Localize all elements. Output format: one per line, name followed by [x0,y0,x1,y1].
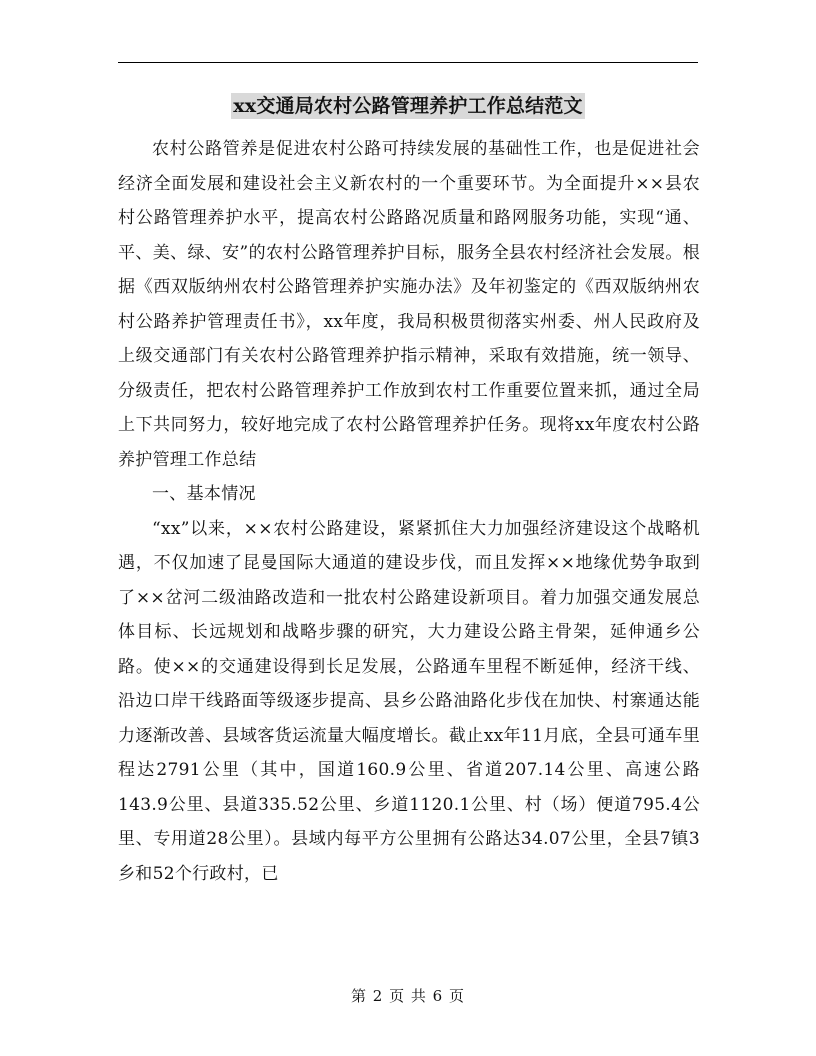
header-rule [118,62,698,63]
document-body [118,132,700,891]
basic-situation-paragraph: “xx”以来，××农村公路建设，紧紧抓住大力加强经济建设这个战略机遇，不仅加速了昆曼国际大通道的建设步伐，而且发挥××地缘优势争取到了××岔河二级油路改造和一批农村公路建设新项目。着力加强交通发展总体目标、长远规划和战略步骤的研究，大力建设公路主骨架，延伸通乡公路。使××的交通建设得到长足发展，公路通车里程不断延伸，经济干线、沿边口岸干线路面等级逐步提高、县乡公路油路化步伐在加快、村寨通达能力逐渐改善、县域客货运流量大幅度增长。截止xx年11月底，全县可通车里程达2791公里（其中，国道160.9公里、省道207.14公里、高速公路143.9公里、县道335.52公里、乡道1120.1公里、村（场）便道795.4公里、专用道28公里）。县域内每平方公里拥有公路达34.07公里，全县7镇3乡和52个行政村，已 [118,518,700,884]
document-title [118,90,698,122]
page-footer [0,985,816,1007]
page-number-label: 第 2 页 共 6 页 [351,987,465,1005]
section-heading-basic-situation: 一、基本情况 [152,484,256,504]
document-title-text: xx交通局农村公路管理养护工作总结范文 [233,95,583,117]
intro-paragraph: 农村公路管养是促进农村公路可持续发展的基础性工作，也是促进社会经济全面发展和建设社会主义新农村的一个重要环节。为全面提升××县农村公路管理养护水平，提高农村公路路况质量和路网服务功能，实现“通、平、美、绿、安”的农村公路管理养护目标，服务全县农村经济社会发展。根据《西双版纳州农村公路管理养护实施办法》及年初鉴定的《西双版纳州农村公路养护管理责任书》，xx年度，我局积极贯彻落实州委、州人民政府及上级交通部门有关农村公路管理养护指示精神，采取有效措施，统一领导、分级责任，把农村公路管理养护工作放到农村工作重要位置来抓，通过全局上下共同努力，较好地完成了农村公路管理养护任务。现将xx年度农村公路养护管理工作总结 [118,139,700,470]
